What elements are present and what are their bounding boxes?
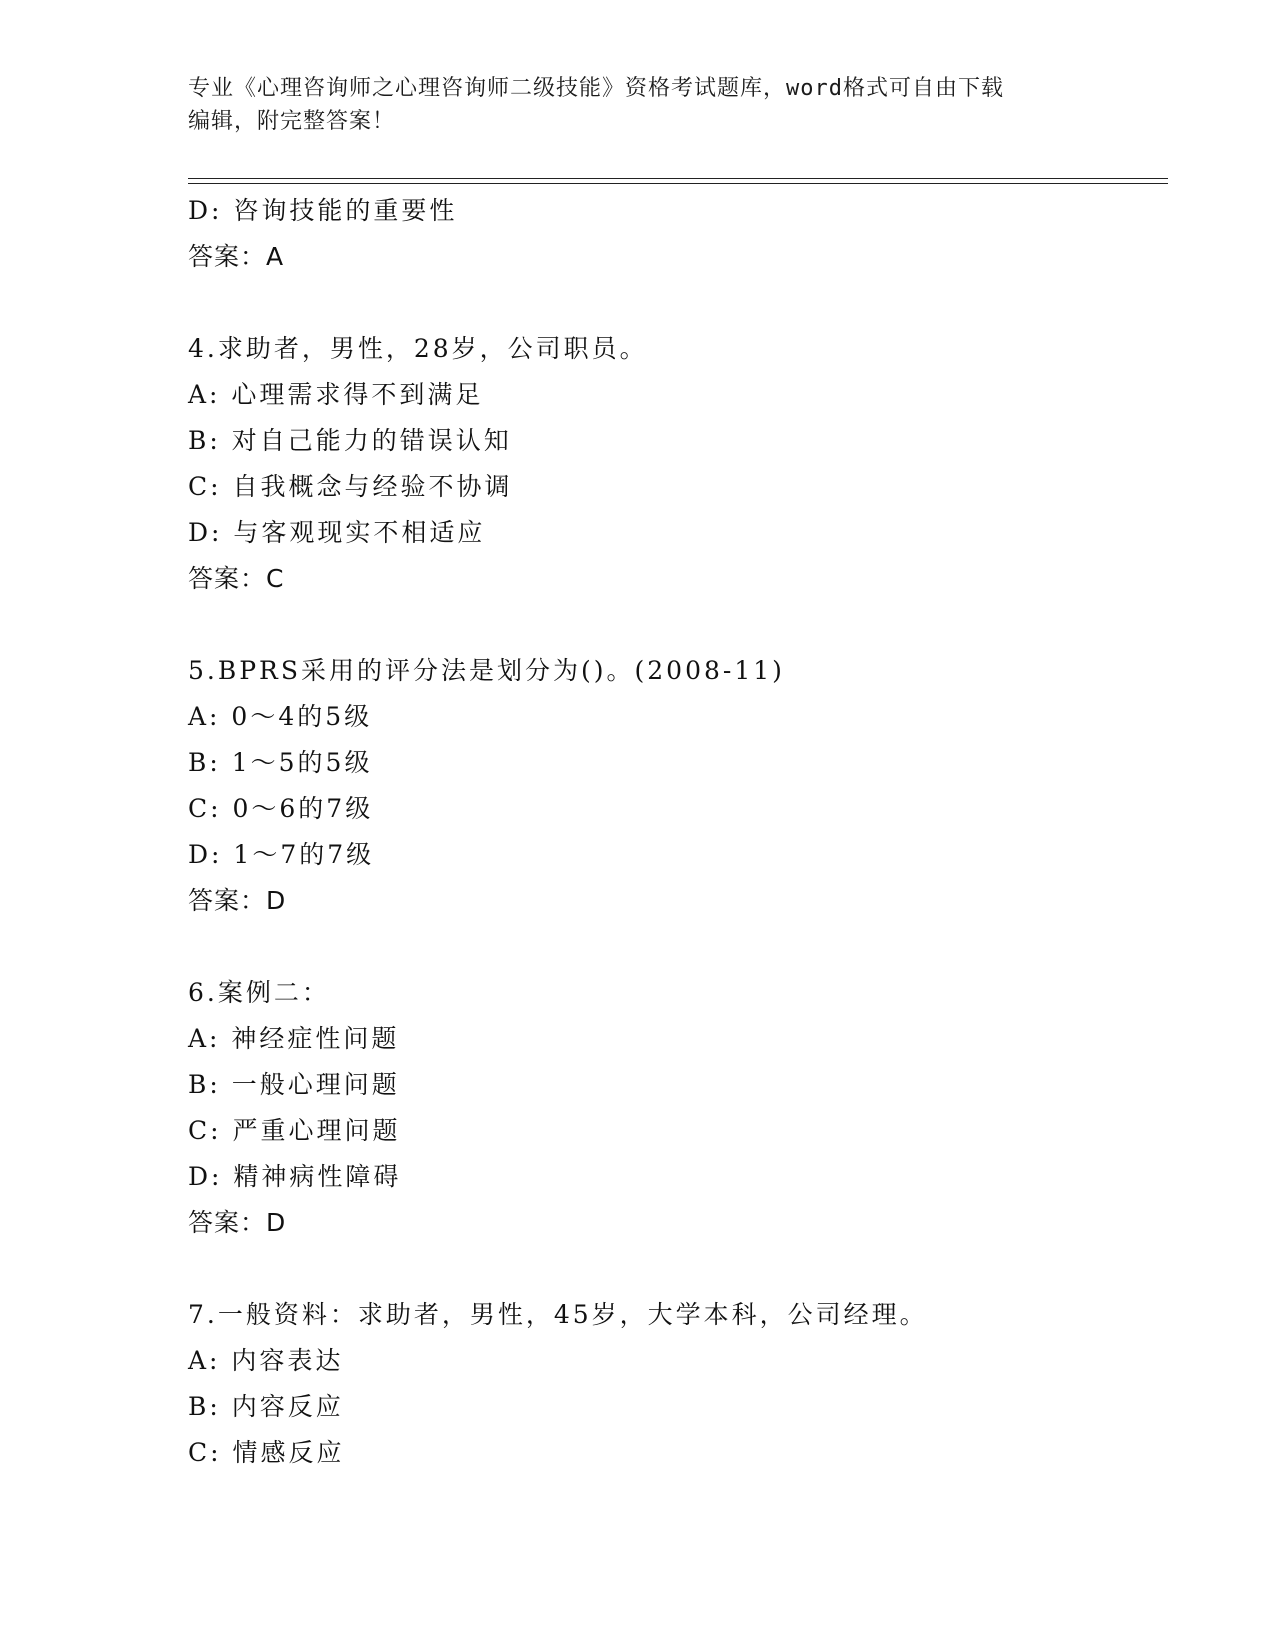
option-c: C: 情感反应	[188, 1438, 345, 1467]
answer-line: 答案：D	[188, 1208, 287, 1237]
option-a: A: 内容表达	[188, 1346, 344, 1375]
header-divider-top	[188, 178, 1168, 179]
question-stem: 5.BPRS采用的评分法是划分为()。(2008-11)	[188, 656, 785, 685]
spacer	[188, 602, 1178, 648]
option-d: D: 与客观现实不相适应	[188, 518, 486, 547]
header-divider-bottom	[188, 183, 1168, 184]
option-c: C: 严重心理问题	[188, 1116, 401, 1145]
document-header	[188, 72, 1088, 138]
question-stem: 7.一般资料：求助者，男性，45岁，大学本科，公司经理。	[188, 1300, 928, 1329]
option-b: B: 一般心理问题	[188, 1070, 400, 1099]
option-d: D: 1～7的7级	[188, 840, 375, 869]
question-block-4	[188, 326, 1178, 602]
answer-line: 答案：D	[188, 886, 287, 915]
question-stem: 6.案例二：	[188, 978, 330, 1007]
option-c: C: 自我概念与经验不协调	[188, 472, 513, 501]
header-line-2: 编辑，附完整答案！	[188, 109, 396, 134]
option-c: C: 0～6的7级	[188, 794, 374, 823]
spacer	[188, 1246, 1178, 1292]
option-b: B: 内容反应	[188, 1392, 344, 1421]
option-a: A: 心理需求得不到满足	[188, 380, 484, 409]
answer-line: 答案：C	[188, 564, 285, 593]
question-stem: 4.求助者，男性，28岁，公司职员。	[188, 334, 648, 363]
option-d: D: 精神病性障碍	[188, 1162, 402, 1191]
header-line-1: 专业《心理咨询师之心理咨询师二级技能》资格考试题库，word格式可自由下载	[188, 76, 1004, 101]
option-a: A: 神经症性问题	[188, 1024, 400, 1053]
answer-line: 答案：A	[188, 242, 285, 271]
spacer	[188, 924, 1178, 970]
option-a: A: 0～4的5级	[188, 702, 373, 731]
question-block-7	[188, 1292, 1178, 1476]
option-b: B: 对自己能力的错误认知	[188, 426, 512, 455]
option-b: B: 1～5的5级	[188, 748, 373, 777]
option-d: D: 咨询技能的重要性	[188, 196, 458, 225]
question-block-6	[188, 970, 1178, 1246]
question-list	[188, 188, 1178, 1476]
question-block-5	[188, 648, 1178, 924]
spacer	[188, 280, 1178, 326]
